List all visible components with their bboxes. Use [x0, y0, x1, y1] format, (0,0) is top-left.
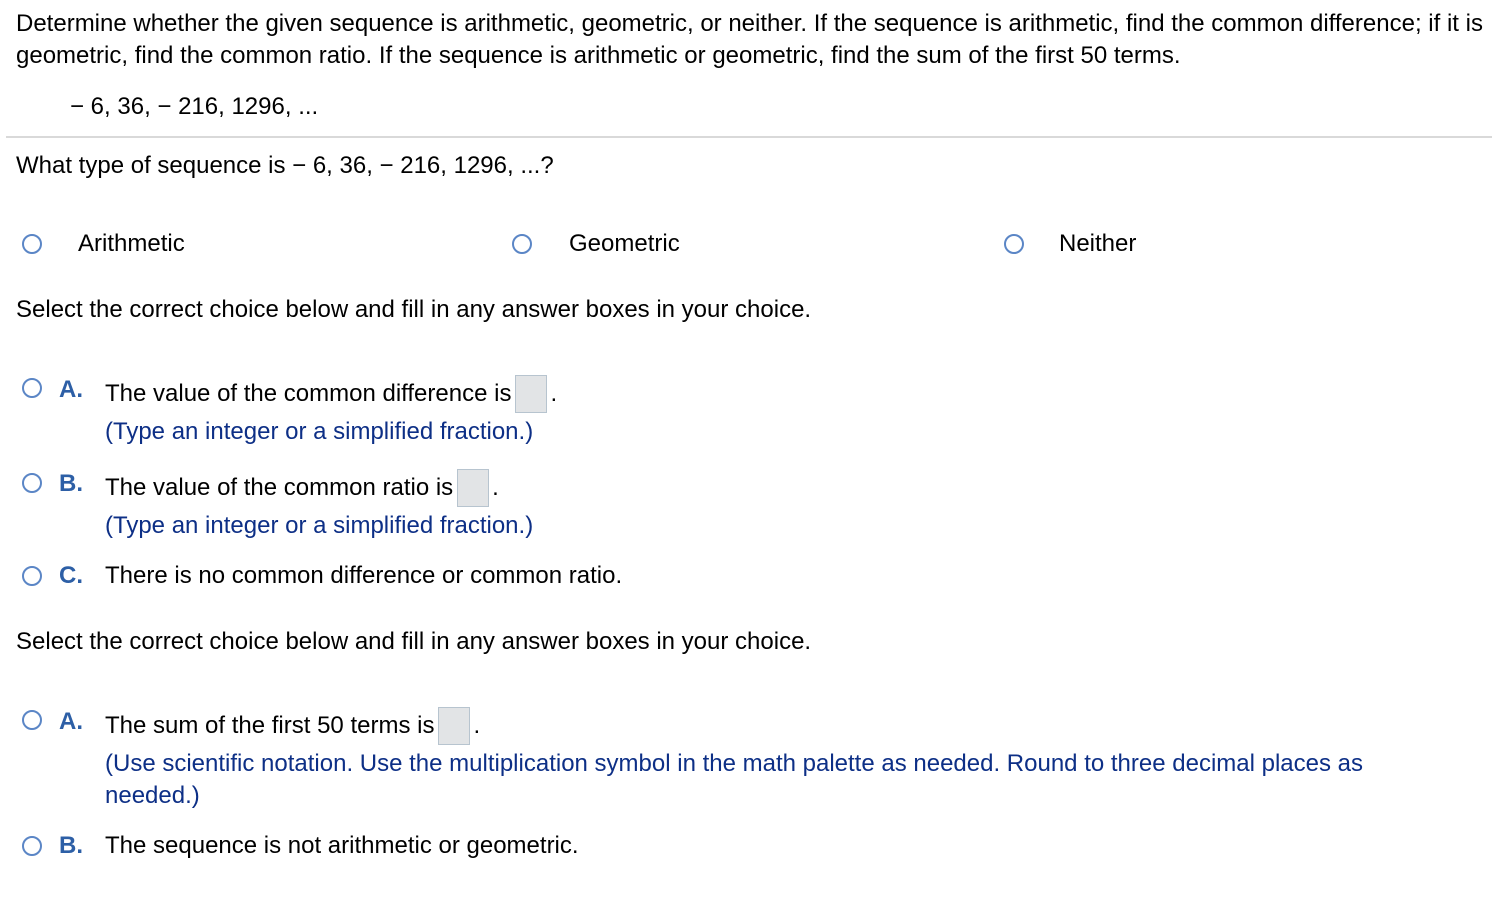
q2-choice-c-letter: C.	[59, 562, 83, 589]
radio-q3-choice-b[interactable]	[22, 836, 42, 856]
problem-instructions: Determine whether the given sequence is arithmetic, geometric, or neither. If the sequence is arithmetic, find the common difference; if it is geometric, find the common ratio. If the sequence is arithmetic or geometric, find the sum of the first 50 terms.	[16, 10, 1483, 69]
q2-choice-b-hint: (Type an integer or a simplified fraction.)	[105, 512, 534, 539]
q2-choice-c-text: There is no common difference or common ratio.	[105, 562, 623, 589]
q3-choice-a-period: .	[473, 712, 481, 739]
q3-choice-a-text: The sum of the first 50 terms is	[105, 712, 435, 739]
choice-instruction-ratio: Select the correct choice below and fill in any answer boxes in your choice.	[16, 296, 812, 323]
sequence-type-question: What type of sequence is − 6, 36, − 216, 1296, ...?	[16, 152, 554, 179]
q2-choice-b-letter: B.	[59, 470, 83, 497]
option-geometric-label[interactable]: Geometric	[569, 230, 680, 257]
sum-answer-box[interactable]	[438, 707, 470, 745]
choice-instruction-sum: Select the correct choice below and fill in any answer boxes in your choice.	[16, 628, 812, 655]
radio-q2-choice-c[interactable]	[22, 566, 42, 586]
q2-choice-a-letter: A.	[59, 376, 83, 403]
option-arithmetic-label[interactable]: Arithmetic	[78, 230, 185, 257]
sequence-display: − 6, 36, − 216, 1296, ...	[70, 93, 319, 120]
common-ratio-answer-box[interactable]	[457, 469, 489, 507]
q2-choice-b-period: .	[492, 474, 499, 501]
radio-geometric[interactable]	[512, 234, 532, 254]
option-neither-label[interactable]: Neither	[1059, 230, 1137, 257]
radio-q2-choice-a[interactable]	[22, 378, 42, 398]
radio-arithmetic[interactable]	[22, 234, 42, 254]
q2-choice-b-line	[105, 468, 499, 508]
q2-choice-b-text: The value of the common ratio is	[105, 474, 454, 501]
q3-choice-b-text: The sequence is not arithmetic or geometric.	[105, 832, 579, 859]
divider	[6, 136, 1492, 138]
q3-choice-b-letter: B.	[59, 832, 83, 859]
radio-neither[interactable]	[1004, 234, 1024, 254]
common-difference-answer-box[interactable]	[515, 375, 547, 413]
q2-choice-a-period: .	[550, 380, 558, 407]
q3-choice-a-line	[105, 706, 480, 746]
q3-choice-a-hint-line1: (Use scientific notation. Use the multiplication symbol in the math palette as needed. Round to three decimal places as	[105, 750, 1364, 777]
q3-choice-a-hint-line2: needed.)	[105, 782, 200, 809]
q2-choice-a-line	[105, 374, 557, 414]
q3-choice-a-letter: A.	[59, 708, 83, 735]
q2-choice-a-text: The value of the common difference is	[105, 380, 512, 407]
q2-choice-a-hint: (Type an integer or a simplified fraction.)	[105, 418, 534, 445]
radio-q2-choice-b[interactable]	[22, 473, 42, 493]
radio-q3-choice-a[interactable]	[22, 710, 42, 730]
